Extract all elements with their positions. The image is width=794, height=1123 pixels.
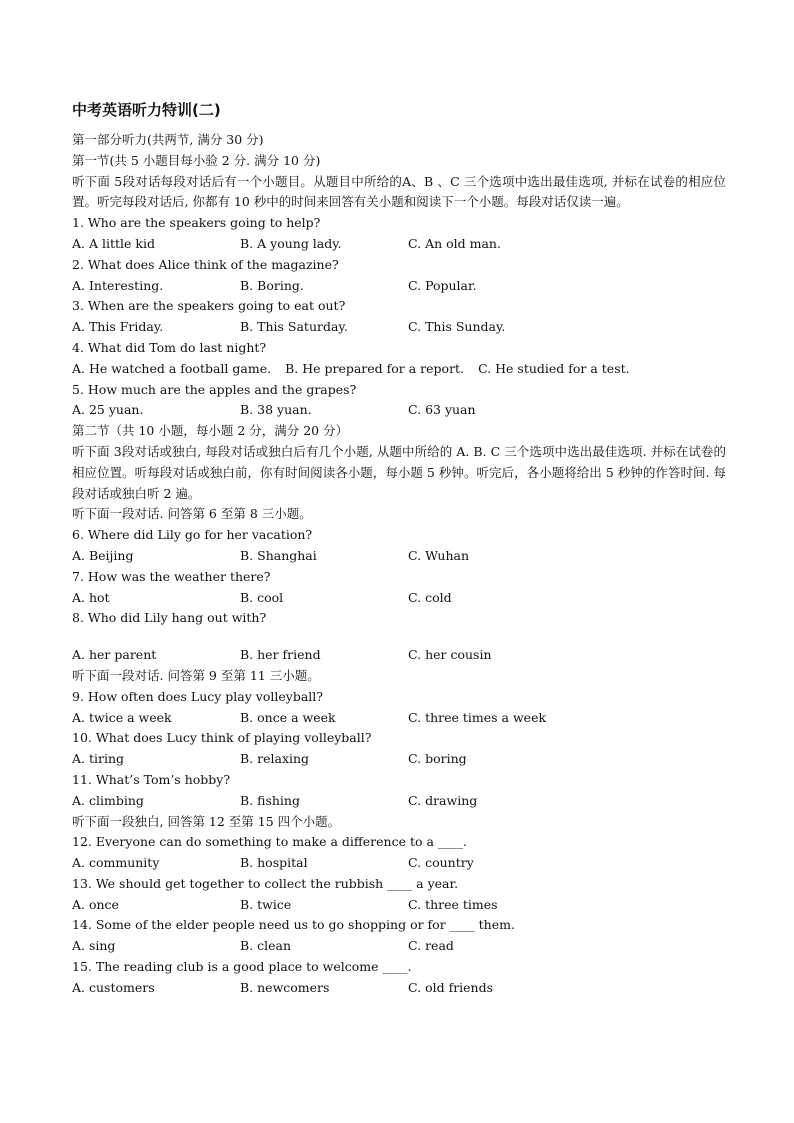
option-b: B. He prepared for a report. <box>285 360 465 376</box>
option-a: A. Beijing <box>72 547 134 563</box>
option-a: A. tiring <box>72 751 125 767</box>
options-row <box>72 234 726 255</box>
option-c: C. 63 yuan <box>408 402 476 418</box>
options-row <box>72 546 726 567</box>
options-row <box>72 317 726 338</box>
group-intro: 听下面一段对话. 问答第 6 至第 8 三小题。 <box>72 506 312 522</box>
option-b: B. Shanghai <box>240 547 317 563</box>
option-b: B. fishing <box>240 792 300 808</box>
option-a: A. community <box>72 855 160 871</box>
option-b: B. cool <box>240 589 284 605</box>
option-c: C. her cousin <box>408 647 492 663</box>
option-b: B. Boring. <box>240 277 304 293</box>
question-text: 1. Who are the speakers going to help? <box>72 215 321 231</box>
spacer <box>72 629 726 645</box>
option-a: A. This Friday. <box>72 319 164 335</box>
page-title: 中考英语听力特训(二) <box>72 101 221 119</box>
option-b: B. her friend <box>240 647 321 663</box>
question-text: 8. Who did Lily hang out with? <box>72 610 267 626</box>
option-a: A. He watched a football game. <box>72 360 272 376</box>
options-row <box>72 936 726 957</box>
question-text: 3. When are the speakers going to eat out? <box>72 298 346 314</box>
options-row <box>72 978 726 999</box>
option-b: B. once a week <box>240 709 336 725</box>
question-text: 14. Some of the elder people need us to go shopping or for ____ them. <box>72 917 515 933</box>
question-text: 13. We should get together to collect the rubbish ____ a year. <box>72 875 459 891</box>
option-b: B. This Saturday. <box>240 319 348 335</box>
options-row <box>72 749 726 770</box>
question-text: 2. What does Alice think of the magazine? <box>72 256 339 272</box>
options-row <box>72 645 726 666</box>
question-text: 10. What does Lucy think of playing volleyball? <box>72 730 372 746</box>
option-a: A. customers <box>72 979 155 995</box>
option-b: B. A young lady. <box>240 235 342 251</box>
option-b: B. hospital <box>240 855 308 871</box>
section2-header: 第二节（共 10 小题，每小题 2 分，满分 20 分） <box>72 423 349 439</box>
question-text: 9. How often does Lucy play volleyball? <box>72 688 323 704</box>
options-row <box>72 853 726 874</box>
question-text: 15. The reading club is a good place to welcome ____. <box>72 959 412 975</box>
options-row <box>72 791 726 812</box>
option-b: B. relaxing <box>240 751 310 767</box>
option-b: B. clean <box>240 938 292 954</box>
option-a: A. sing <box>72 938 116 954</box>
option-c: C. old friends <box>408 979 494 995</box>
question-text: 4. What did Tom do last night? <box>72 339 267 355</box>
option-c: C. boring <box>408 751 467 767</box>
exam-page <box>72 100 726 999</box>
option-a: A. hot <box>72 589 110 605</box>
group-intro: 听下面一段对话. 问答第 9 至第 11 三小题。 <box>72 667 320 683</box>
options-row <box>72 708 726 729</box>
option-b: B. newcomers <box>240 979 330 995</box>
option-c: C. cold <box>408 589 452 605</box>
options-row <box>72 359 726 380</box>
option-c: C. Wuhan <box>408 547 470 563</box>
options-row <box>72 588 726 609</box>
option-a: A. once <box>72 896 119 912</box>
options-row <box>72 276 726 297</box>
question-text: 12. Everyone can do something to make a difference to a ____. <box>72 834 467 850</box>
option-c: C. He studied for a test. <box>478 360 630 376</box>
option-c: C. country <box>408 855 474 871</box>
option-c: C. three times a week <box>408 709 547 725</box>
option-b: B. twice <box>240 896 292 912</box>
options-row <box>72 895 726 916</box>
option-a: A. Interesting. <box>72 277 164 293</box>
question-text: 7. How was the weather there? <box>72 568 271 584</box>
option-c: C. three times <box>408 896 498 912</box>
option-a: A. 25 yuan. <box>72 402 144 418</box>
option-b: B. 38 yuan. <box>240 402 312 418</box>
options-row <box>72 400 726 421</box>
question-text: 6. Where did Lily go for her vacation? <box>72 527 313 543</box>
option-a: A. twice a week <box>72 709 172 725</box>
option-c: C. read <box>408 938 454 954</box>
question-text: 11. What’s Tom’s hobby? <box>72 771 231 787</box>
part-header: 第一部分听力(共两节, 满分 30 分) <box>72 132 264 147</box>
section1-instructions: 听下面 5段对话每段对话后有一个小题目。从题目中所给的A、B 、C 三个选项中选出最佳选项, 并标在试卷的相应位置。听完每段对话后, 你都有 10 秒中的时间来回答有关小题和阅读下一个小题。每段对话仅读一遍。 <box>72 173 726 210</box>
option-c: C. This Sunday. <box>408 319 506 335</box>
section2-instructions: 听下面 3段对话或独白, 每段对话或独白后有几个小题, 从题中所给的 A. B. C 三个选项中选出最佳选项. 并标在试卷的相应位置。听每段对话或独白前，你有时间阅读各小题，每小题 5 秒钟。听完后，各小题将给出 5 秒钟的作答时间. 每段对话或独白听 2 遍。 <box>72 443 726 501</box>
option-a: A. climbing <box>72 792 144 808</box>
option-a: A. A little kid <box>72 235 155 251</box>
section1-header: 第一节(共 5 小题目每小验 2 分. 满分 10 分) <box>72 152 321 168</box>
option-c: C. drawing <box>408 792 478 808</box>
option-c: C. Popular. <box>408 277 477 293</box>
option-c: C. An old man. <box>408 235 501 251</box>
group-intro: 听下面一段独白, 回答第 12 至第 15 四个小题。 <box>72 813 341 829</box>
question-text: 5. How much are the apples and the grapes? <box>72 381 357 397</box>
option-a: A. her parent <box>72 647 157 663</box>
